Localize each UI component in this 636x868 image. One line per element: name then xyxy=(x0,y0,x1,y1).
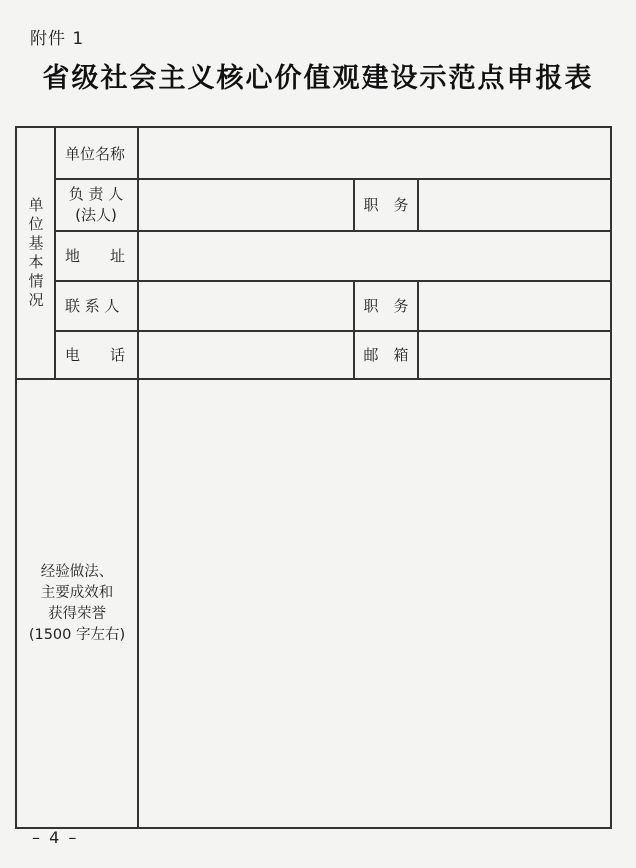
application-form xyxy=(15,126,612,829)
label-unit-name: 单位名称 xyxy=(65,144,126,163)
phone-field[interactable] xyxy=(139,332,352,377)
label-position-2: 职 务 xyxy=(363,296,409,315)
unit-name-field[interactable] xyxy=(139,130,611,177)
attachment-label: 附件 1 xyxy=(30,29,85,49)
position-field-1[interactable] xyxy=(419,180,611,229)
page-title: 省级社会主义核心价值观建设示范点申报表 xyxy=(42,63,594,94)
contact-field[interactable] xyxy=(139,282,352,329)
label-experience: 经验做法、 主要成效和 获得荣誉 (1500 字左右) xyxy=(28,564,126,643)
label-email: 邮 箱 xyxy=(363,346,409,364)
label-principal: 负 责 人 (法人) xyxy=(68,185,124,224)
label-address: 地 址 xyxy=(65,246,126,265)
section-basic-label: 单位基本情况 xyxy=(26,196,45,311)
principal-field[interactable] xyxy=(139,180,352,229)
position-field-2[interactable] xyxy=(419,282,611,329)
label-contact: 联 系 人 xyxy=(65,296,120,315)
email-field[interactable] xyxy=(419,332,611,377)
page-number: – 4 – xyxy=(32,828,79,847)
label-position-1: 职 务 xyxy=(363,195,409,214)
label-phone: 电 话 xyxy=(65,346,126,364)
experience-field[interactable] xyxy=(139,380,611,828)
address-field[interactable] xyxy=(139,232,611,279)
